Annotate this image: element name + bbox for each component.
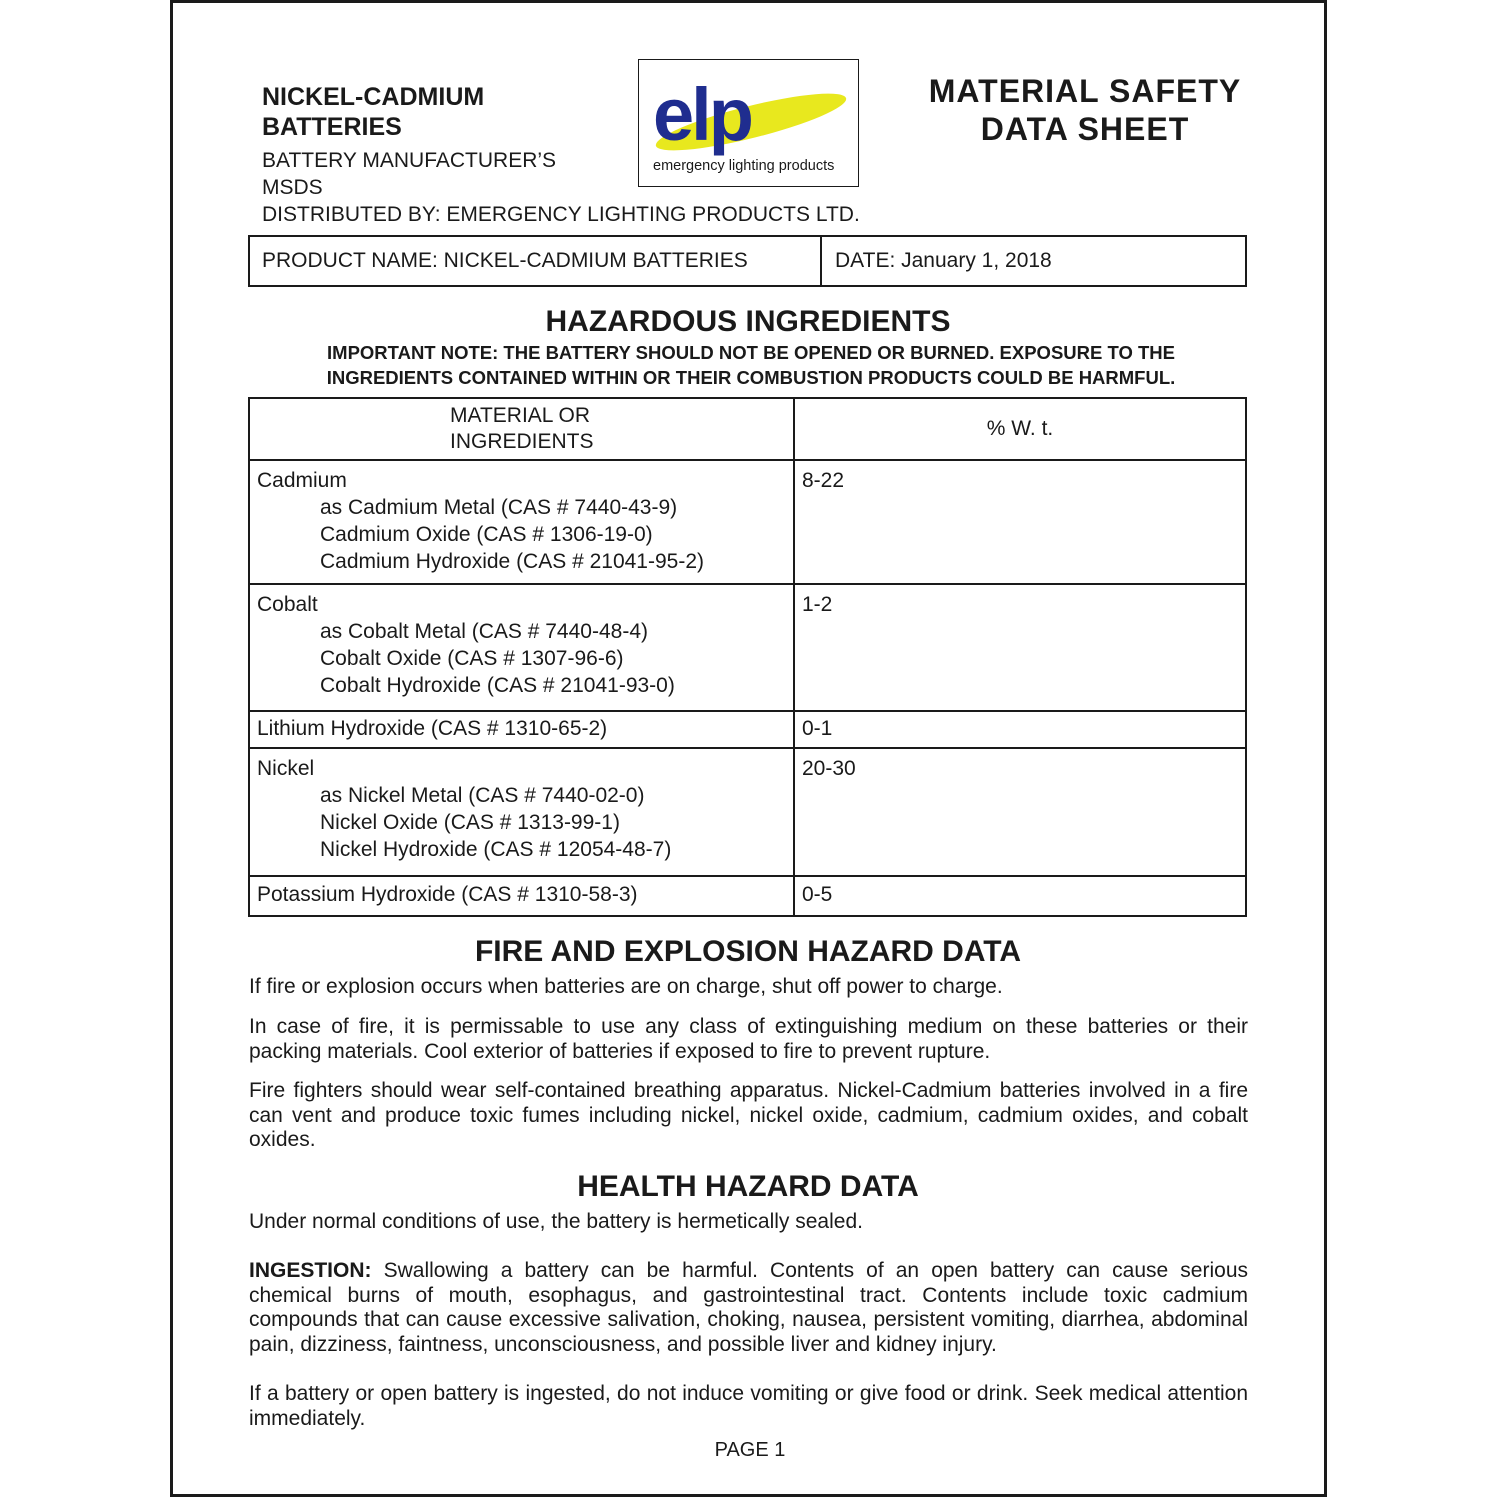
column-header-weight: % W. t. [794, 398, 1246, 460]
manufacturer-line1: BATTERY MANUFACTURER’S [262, 149, 557, 172]
weight-cell: 20-30 [794, 748, 1246, 876]
elp-logo-graphic [639, 60, 857, 185]
fire-paragraph-1: If fire or explosion occurs when batteries are on charge, shut off power to charge. [249, 975, 1003, 998]
manufacturer-line2: MSDS [262, 176, 323, 199]
product-heading-line2: BATTERIES [262, 113, 402, 141]
health-paragraph-1: Under normal conditions of use, the battery is hermetically sealed. [249, 1210, 863, 1233]
table-header-row [249, 398, 1246, 460]
weight-cell: 0-5 [794, 876, 1246, 916]
ingredient-sub: Nickel Oxide (CAS # 1313-99-1) [320, 811, 620, 834]
ingredient-cell [249, 584, 794, 711]
important-note-line1: IMPORTANT NOTE: THE BATTERY SHOULD NOT BE OPENED OR BURNED. EXPOSURE TO THE [327, 342, 1175, 363]
product-heading-line1: NICKEL-CADMIUM [262, 83, 485, 111]
ingredient-sub: Cadmium Hydroxide (CAS # 21041-95-2) [320, 550, 704, 573]
ingestion-text: Swallowing a battery can be harmful. Contents of an open battery can cause serious chemical burns of mouth, esophagus, and gastrointestinal tract. Contents include toxic cadmium compounds that can cause excessive salivation, choking, nausea, persistent vomiting, diarrhea, abdominal pain, dizziness, faintness, unconsciousness, and possible liver and kidney injury. [249, 1259, 1248, 1356]
health-paragraph-3: If a battery or open battery is ingested, do not induce vomiting or give food or drink. Seek medical attention immediately. [249, 1382, 1248, 1430]
ingestion-paragraph [249, 1259, 1248, 1357]
hazardous-ingredients-title: HAZARDOUS INGREDIENTS [545, 305, 951, 338]
ingredient-sub: as Nickel Metal (CAS # 7440-02-0) [320, 784, 645, 807]
product-heading [262, 82, 602, 142]
logo-wordmark: elp [653, 73, 751, 156]
health-hazard-title: HEALTH HAZARD DATA [577, 1170, 919, 1203]
ingredient-name: Nickel [257, 757, 315, 780]
ingredient-cell [249, 711, 794, 748]
weight-cell: 0-1 [794, 711, 1246, 748]
column-header-material [249, 398, 794, 460]
document-date: DATE: January 1, 2018 [835, 249, 1052, 272]
ingredient-name: Potassium Hydroxide (CAS # 1310-58-3) [257, 883, 638, 906]
ingredient-name: Cobalt [257, 593, 318, 616]
info-divider [820, 237, 822, 285]
ingredient-sub: Cobalt Hydroxide (CAS # 21041-93-0) [320, 674, 675, 697]
column-header-material-line1: MATERIAL OR [450, 404, 591, 427]
manufacturer-label [262, 147, 602, 201]
product-info-box [248, 235, 1247, 287]
elp-logo [638, 59, 859, 187]
fire-paragraph-2: In case of fire, it is permissable to use any class of extinguishing medium on these batteries or their packing materials. Cool exterior of batteries if exposed to fire to prevent rupture. [249, 1015, 1248, 1063]
important-note-line2: INGREDIENTS CONTAINED WITHIN OR THEIR COMBUSTION PRODUCTS COULD BE HARMFUL. [326, 367, 1176, 388]
important-note [248, 340, 1254, 390]
table-row [249, 876, 1246, 916]
ingredient-name: Lithium Hydroxide (CAS # 1310-65-2) [257, 717, 608, 740]
document-title [905, 72, 1265, 148]
weight-cell: 1-2 [794, 584, 1246, 711]
ingestion-label: INGESTION: [249, 1259, 372, 1282]
ingredient-sub: as Cobalt Metal (CAS # 7440-48-4) [320, 620, 648, 643]
fire-hazard-title: FIRE AND EXPLOSION HAZARD DATA [474, 935, 1022, 968]
table-row [249, 584, 1246, 711]
ingredient-name: Cadmium [257, 469, 347, 492]
table-row [249, 711, 1246, 748]
ingredients-table [248, 397, 1247, 917]
ingredient-sub: Cadmium Oxide (CAS # 1306-19-0) [320, 523, 653, 546]
ingredient-cell [249, 460, 794, 584]
ingredient-cell [249, 876, 794, 916]
weight-cell: 8-22 [794, 460, 1246, 584]
table-row [249, 748, 1246, 876]
ingredient-sub: Cobalt Oxide (CAS # 1307-96-6) [320, 647, 624, 670]
table-row [249, 460, 1246, 584]
distributed-by: DISTRIBUTED BY: EMERGENCY LIGHTING PRODUCTS LTD. [262, 203, 860, 226]
ingredient-cell [249, 748, 794, 876]
ingredient-sub: as Cadmium Metal (CAS # 7440-43-9) [320, 496, 678, 519]
page-number: PAGE 1 [714, 1439, 786, 1461]
product-name: PRODUCT NAME: NICKEL-CADMIUM BATTERIES [262, 249, 748, 272]
logo-tagline: emergency lighting products [653, 158, 835, 174]
ingredient-sub: Nickel Hydroxide (CAS # 12054-48-7) [320, 838, 672, 861]
document-title-line2: DATA SHEET [980, 111, 1190, 147]
document-title-line1: MATERIAL SAFETY [928, 73, 1242, 109]
column-header-material-line2: INGREDIENTS [450, 430, 594, 453]
fire-paragraph-3: Fire fighters should wear self-contained breathing apparatus. Nickel-Cadmium batteries involved in a fire can vent and produce toxic fumes including nickel, nickel oxide, cadmium, cadmium oxides, and cobalt oxides. [249, 1079, 1248, 1151]
